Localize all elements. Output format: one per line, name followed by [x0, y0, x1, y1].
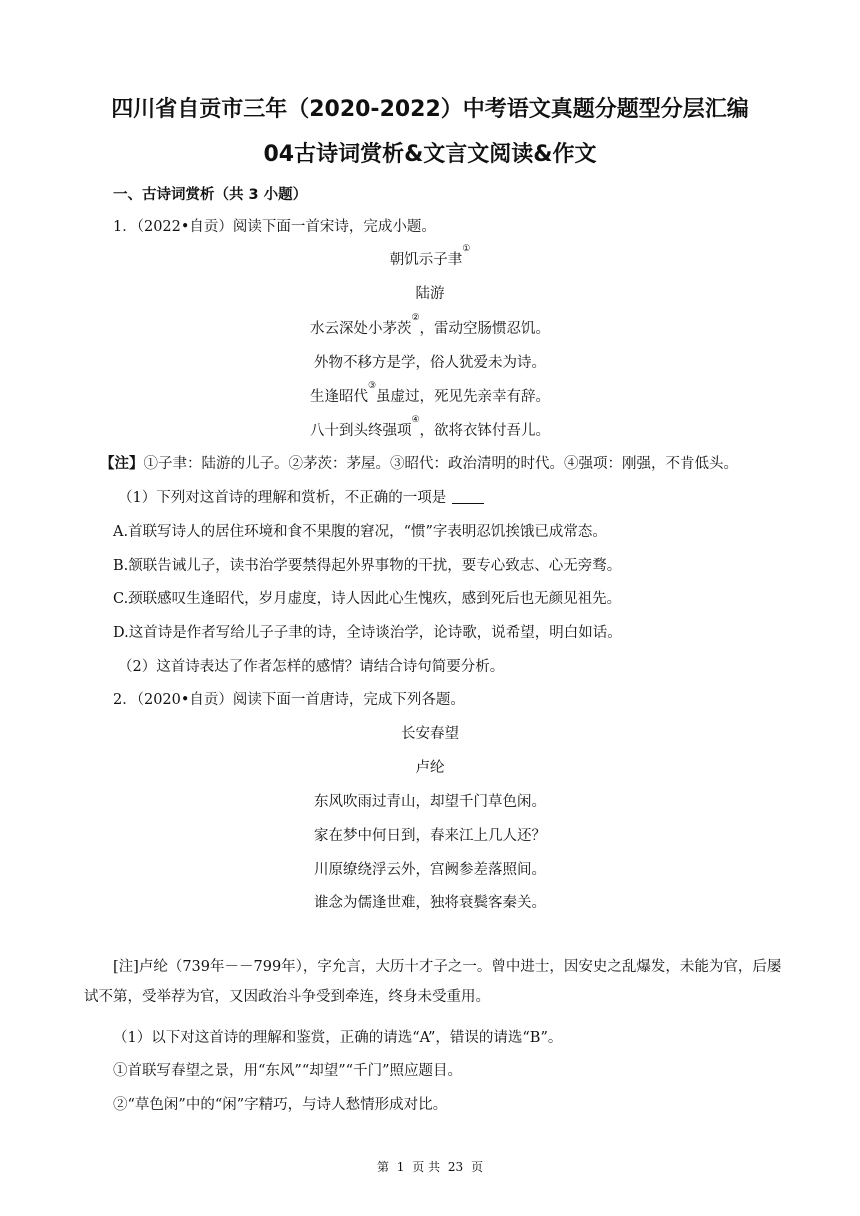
question-1-stem: 1．（2022•自贡）阅读下面一首宋诗，完成小题。	[113, 219, 436, 235]
poem-1-line: 生逢昭代③虽虚过，死见先亲幸有辞。	[309, 381, 551, 405]
document-subtitle: 04古诗词赏析&文言文阅读&作文	[263, 142, 597, 167]
poem-1-title: 朝饥示子聿①	[389, 244, 471, 268]
option-b: B.颔联告诫儿子，读书治学要禁得起外界事物的干扰，要专心致志、心无旁骛。	[113, 558, 622, 574]
option-c: C.颈联感叹生逢昭代，岁月虚度，诗人因此心生愧疚，感到死后也无颜见祖先。	[113, 591, 622, 607]
answer-blank[interactable]	[452, 489, 484, 504]
poem-1-notes: 【注】①子聿：陆游的儿子。②茅茨：茅屋。③昭代：政治清明的时代。④强项：刚强，不肯低头。	[100, 456, 738, 472]
question-2-stem: 2．（2020•自贡）阅读下面一首唐诗，完成下列各题。	[113, 692, 465, 708]
poem-2-line: 家在梦中何日到，春来江上几人还？	[314, 828, 546, 844]
poem-2-title: 长安春望	[401, 726, 459, 742]
section-heading: 一、古诗词赏析（共 3 小题）	[113, 187, 308, 203]
poem-2-note: [注]卢纶（739年－－799年），字允言，大历十才子之一。曾中进士，因安史之乱爆发，未能为官，后屡试不第，受举荐为官，又因政治斗争受到牵连，终身未受重用。	[84, 959, 782, 1005]
question-2-item: ②“草色闲”中的“闲”字精巧，与诗人愁情形成对比。	[113, 1097, 448, 1113]
page-total: 23	[447, 1160, 464, 1174]
question-1-sub1: （1）下列对这首诗的理解和赏析，不正确的一项是	[118, 486, 484, 507]
poem-1-author: 陆游	[415, 286, 445, 302]
option-a: A.首联写诗人的居住环境和食不果腹的窘况，“惯”字表明忍饥挨饿已成常态。	[113, 524, 607, 540]
poem-2-line: 谁念为儒逢世难，独将衰鬓客秦关。	[314, 895, 546, 911]
question-2-sub1: （1）以下对这首诗的理解和鉴赏，正确的请选“A”，错误的请选“B”。	[113, 1030, 563, 1046]
page-footer: 第 1 页 共 23 页	[376, 1160, 484, 1174]
poem-1-line: 水云深处小茅茨②，雷动空肠惯忍饥。	[309, 313, 551, 337]
question-1-sub2: （2）这首诗表达了作者怎样的感情？请结合诗句简要分析。	[118, 659, 505, 675]
page-number: 1	[396, 1160, 405, 1174]
poem-2-line: 东风吹雨过青山，却望千门草色闲。	[314, 794, 546, 810]
poem-2-line: 川原缭绕浮云外，宫阙参差落照间。	[314, 862, 546, 878]
poem-1-line: 八十到头终强项④，欲将衣钵付吾儿。	[309, 415, 551, 439]
option-d: D.这首诗是作者写给儿子子聿的诗，全诗谈治学，论诗歌，说希望，明白如话。	[113, 625, 622, 641]
question-2-item: ①首联写春望之景，用“东风”“却望”“千门”照应题目。	[113, 1063, 462, 1079]
poem-1-line: 外物不移方是学，俗人犹爱未为诗。	[314, 355, 546, 371]
document-title: 四川省自贡市三年（2020-2022）中考语文真题分题型分层汇编	[111, 97, 749, 122]
poem-2-author: 卢纶	[415, 760, 445, 776]
